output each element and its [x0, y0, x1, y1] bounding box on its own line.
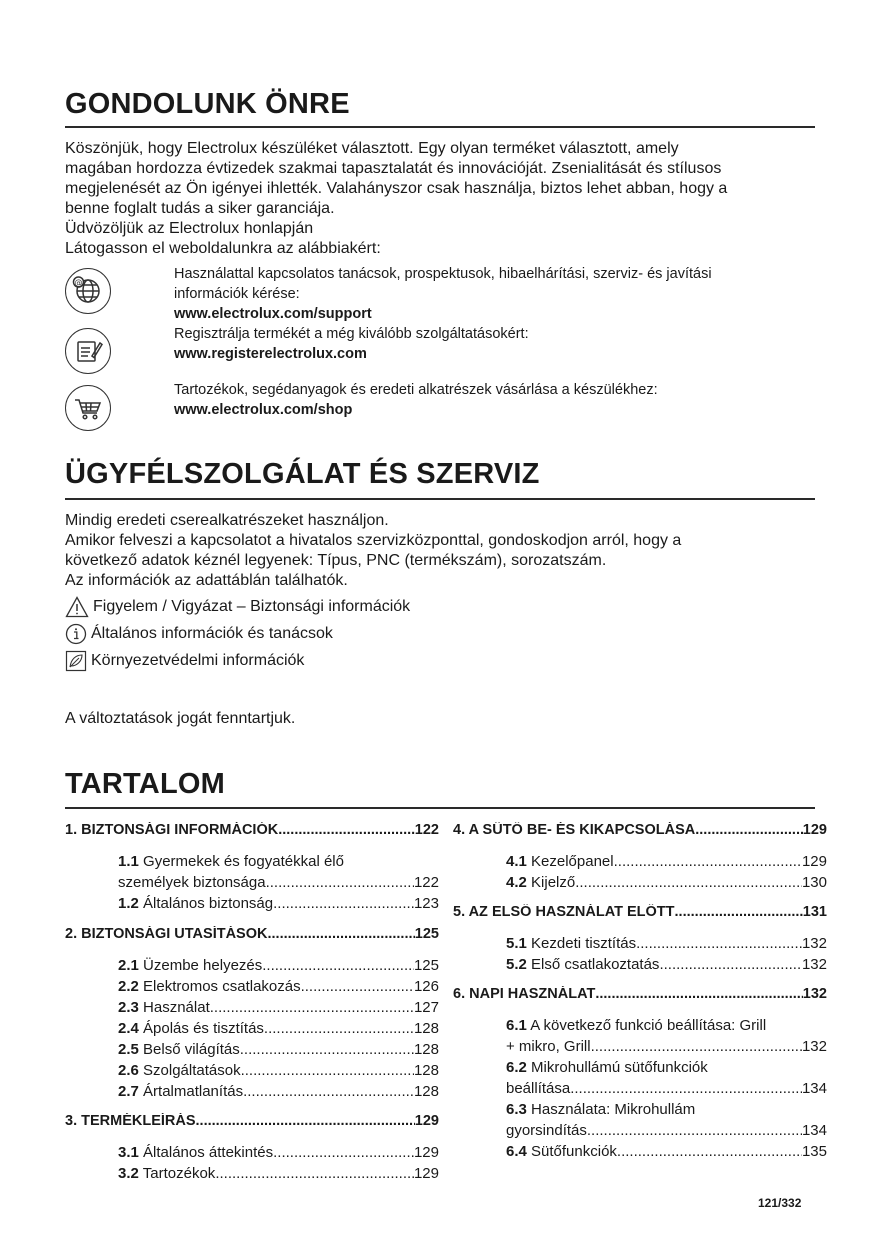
toc-entry-1-1[interactable]	[118, 851, 439, 872]
toc-entry-2-6[interactable]	[118, 1060, 439, 1081]
legend-warning-text: Figyelem / Vigyázat – Biztonsági információk	[93, 598, 411, 615]
toc-chapter-page: 122	[414, 822, 439, 838]
toc-entry-page: 127	[413, 999, 439, 1016]
toc-entry-num: 5.2	[506, 956, 527, 973]
toc-entry-label: Kezdeti tisztítás	[531, 935, 637, 952]
toc-entry-num: 1.2	[118, 895, 139, 912]
service-paragraph	[65, 511, 815, 591]
toc-entry-page: 135	[801, 1143, 827, 1160]
toc-entry-2-7[interactable]	[118, 1081, 439, 1102]
link-description: információk kérése:	[174, 286, 300, 302]
toc-entry-page: 128	[413, 1062, 439, 1079]
toc-entry-page: 128	[413, 1020, 439, 1037]
toc-entry-2-1[interactable]	[118, 955, 439, 976]
toc-entry-6-1[interactable]	[506, 1015, 827, 1036]
service-line: Mindig eredeti cserealkatrészeket használjon.	[65, 512, 389, 529]
toc-entry-label: Használat	[143, 999, 210, 1016]
toc-entry-label: Általános biztonság	[143, 895, 274, 912]
section-title-gondolunk: GONDOLUNK ÖNRE	[65, 88, 350, 120]
support-url-link[interactable]: www.electrolux.com/support	[174, 306, 372, 322]
toc-sub-block	[506, 851, 827, 893]
intro-line: megjelenését az Ön igényei ihlették. Valahányszor csak használja, biztos lehet abban, hogy a	[65, 180, 728, 197]
toc-entry-label: Használata: Mikrohullám	[531, 1101, 696, 1118]
toc-entry-label: Gyermekek és fogyatékkal élő	[143, 853, 344, 870]
toc-entry-page: 128	[413, 1041, 439, 1058]
toc-chapter-label: 4. A SÜTŐ BE- ÉS KIKAPCSOLÁSA	[453, 822, 696, 838]
toc-entry-num: 1.1	[118, 853, 139, 870]
toc-chapter-1[interactable]	[65, 822, 439, 838]
notice-paragraph	[65, 709, 815, 729]
toc-entry-label: Első csatlakoztatás	[531, 956, 660, 973]
toc-chapter-5[interactable]	[453, 904, 827, 920]
toc-entry-num: 2.3	[118, 999, 139, 1016]
toc-title: TARTALOM	[65, 768, 225, 800]
toc-entry-4-1[interactable]	[506, 851, 827, 872]
toc-entry-label: Ártalmatlanítás	[143, 1083, 244, 1100]
toc-entry-1-1-cont[interactable]	[118, 872, 439, 893]
intro-line: Látogasson el weboldalunkra az alábbiakért:	[65, 240, 381, 257]
toc-entry-page: 134	[801, 1122, 827, 1139]
toc-entry-label: Tartozékok	[142, 1165, 216, 1182]
toc-entry-num: 2.2	[118, 978, 139, 995]
toc-entry-2-3[interactable]	[118, 997, 439, 1018]
legend-info	[65, 623, 333, 645]
notice-text: A változtatások jogát fenntartjuk.	[65, 710, 296, 727]
toc-entry-label: Szolgáltatások	[143, 1062, 241, 1079]
service-line: Amikor felveszi a kapcsolatot a hivatalos szervizközponttal, gondoskodjon arról, hogy a	[65, 532, 682, 549]
toc-sub-block	[118, 955, 439, 1102]
environment-leaf-icon	[65, 650, 87, 672]
svg-text:@: @	[74, 278, 83, 287]
toc-entry-6-3[interactable]	[506, 1099, 827, 1120]
toc-entry-num: 3.2	[118, 1165, 139, 1182]
intro-line: benne foglalt tudás a siker garanciája.	[65, 200, 335, 217]
toc-entry-label: Ápolás és tisztítás	[143, 1020, 264, 1037]
intro-paragraph	[65, 139, 815, 259]
intro-line: Üdvözöljük az Electrolux honlapján	[65, 220, 314, 237]
link-description: Használattal kapcsolatos tanácsok, prospektusok, hibaelhárítási, szerviz- és javítási	[174, 266, 712, 282]
toc-entry-label: személyek biztonsága	[118, 874, 266, 891]
toc-entry-page: 132	[801, 935, 827, 952]
toc-chapter-4[interactable]	[453, 822, 827, 838]
toc-entry-page: 129	[801, 853, 827, 870]
toc-entry-page: 134	[801, 1080, 827, 1097]
toc-entry-num: 5.1	[506, 935, 527, 952]
toc-entry-6-3-cont[interactable]	[506, 1120, 827, 1141]
toc-entry-page: 125	[413, 957, 439, 974]
toc-entry-num: 2.4	[118, 1020, 139, 1037]
toc-chapter-label: 3. TERMÉKLEÍRÁS	[65, 1113, 196, 1129]
toc-entry-2-2[interactable]	[118, 976, 439, 997]
toc-entry-page: 130	[801, 874, 827, 891]
title-rule	[65, 126, 815, 128]
toc-sub-block	[118, 851, 439, 914]
toc-entry-num: 6.3	[506, 1101, 527, 1118]
toc-entry-num: 3.1	[118, 1144, 139, 1161]
toc-entry-3-2[interactable]	[118, 1163, 439, 1184]
toc-entry-page: 128	[413, 1083, 439, 1100]
toc-entry-page: 126	[413, 978, 439, 995]
link-description: Tartozékok, segédanyagok és eredeti alkatrészek vásárlása a készülékhez:	[174, 382, 658, 398]
shop-link-block	[174, 380, 814, 420]
link-description: Regisztrálja termékét a még kiválóbb szolgáltatásokért:	[174, 326, 529, 342]
toc-entry-page: 129	[413, 1165, 439, 1182]
toc-sub-block	[118, 1142, 439, 1184]
toc-chapter-label: 5. AZ ELSŐ HASZNÁLAT ELŐTT	[453, 904, 675, 920]
toc-entry-label: gyorsindítás	[506, 1122, 587, 1139]
toc-entry-4-2[interactable]	[506, 872, 827, 893]
toc-entry-label: Üzembe helyezés	[143, 957, 263, 974]
toc-entry-num: 6.1	[506, 1017, 527, 1034]
toc-entry-label: + mikro, Grill	[506, 1038, 591, 1055]
toc-chapter-page: 129	[414, 1113, 439, 1129]
section-title-ugyfelszolgalat: ÜGYFÉLSZOLGÁLAT ÉS SZERVIZ	[65, 458, 540, 490]
title-rule	[65, 807, 815, 809]
shop-url-link[interactable]: www.electrolux.com/shop	[174, 402, 353, 418]
register-url-link[interactable]: www.registerelectrolux.com	[174, 346, 367, 362]
toc-entry-6-4[interactable]	[506, 1141, 827, 1162]
toc-entry-num: 6.2	[506, 1059, 527, 1076]
toc-entry-2-5[interactable]	[118, 1039, 439, 1060]
toc-entry-num: 2.5	[118, 1041, 139, 1058]
register-pen-icon	[65, 328, 111, 374]
toc-entry-num: 2.7	[118, 1083, 139, 1100]
legend-environment	[65, 650, 304, 672]
legend-info-text: Általános információk és tanácsok	[91, 625, 333, 642]
toc-chapter-label: 2. BIZTONSÁGI UTASÍTÁSOK	[65, 926, 268, 942]
toc-chapter-page: 132	[802, 986, 827, 1002]
toc-entry-num: 4.2	[506, 874, 527, 891]
toc-entry-5-2[interactable]	[506, 954, 827, 975]
info-circle-icon	[65, 623, 87, 645]
toc-entry-label: Sütőfunkciók	[531, 1143, 617, 1160]
globe-at-icon	[65, 268, 111, 314]
toc-entry-page: 123	[413, 895, 439, 912]
intro-line: Köszönjük, hogy Electrolux készüléket választott. Egy olyan terméket választott, amely	[65, 140, 679, 157]
toc-entry-num: 4.1	[506, 853, 527, 870]
toc-entry-num: 2.1	[118, 957, 139, 974]
toc-entry-label: Elektromos csatlakozás	[143, 978, 301, 995]
toc-entry-page: 122	[413, 874, 439, 891]
toc-chapter-page: 131	[802, 904, 827, 920]
toc-entry-num: 6.4	[506, 1143, 527, 1160]
toc-sub-block	[506, 933, 827, 975]
toc-entry-6-2-cont[interactable]	[506, 1078, 827, 1099]
toc-entry-label: Kijelző	[531, 874, 576, 891]
toc-entry-page: 132	[801, 956, 827, 973]
toc-entry-label: Kezelőpanel	[531, 853, 614, 870]
toc-entry-1-2[interactable]	[118, 893, 439, 914]
toc-entry-6-1-cont[interactable]	[506, 1036, 827, 1057]
toc-sub-block	[506, 1015, 827, 1162]
toc-entry-page: 132	[801, 1038, 827, 1055]
toc-entry-6-2[interactable]	[506, 1057, 827, 1078]
toc-chapter-2[interactable]	[65, 926, 439, 942]
service-line: Az információk az adattáblán találhatók.	[65, 572, 348, 589]
toc-entry-label: beállítása	[506, 1080, 571, 1097]
title-rule	[65, 498, 815, 500]
toc-entry-page: 129	[413, 1144, 439, 1161]
warning-triangle-icon	[65, 596, 89, 618]
toc-chapter-label: 1. BIZTONSÁGI INFORMÁCIÓK	[65, 822, 279, 838]
support-link-block	[174, 264, 814, 364]
toc-entry-num: 2.6	[118, 1062, 139, 1079]
toc-entry-label: Általános áttekintés	[143, 1144, 274, 1161]
toc-chapter-page: 125	[414, 926, 439, 942]
toc-chapter-6[interactable]	[453, 986, 827, 1002]
toc-entry-label: A következő funkció beállítása: Grill	[530, 1017, 767, 1034]
toc-chapter-3[interactable]	[65, 1113, 439, 1129]
intro-line: magában hordozza évtizedek szakmai tapasztalatát és innovációját. Zsenialitását és stílusos	[65, 160, 722, 177]
toc-entry-2-4[interactable]	[118, 1018, 439, 1039]
toc-entry-label: Belső világítás	[143, 1041, 240, 1058]
legend-warning	[65, 596, 410, 618]
toc-entry-3-1[interactable]	[118, 1142, 439, 1163]
shopping-cart-icon	[65, 385, 111, 431]
toc-chapter-page: 129	[802, 822, 827, 838]
toc-chapter-label: 6. NAPI HASZNÁLAT	[453, 986, 596, 1002]
toc-entry-5-1[interactable]	[506, 933, 827, 954]
page-number: 121/332	[758, 1196, 802, 1210]
legend-environment-text: Környezetvédelmi információk	[91, 652, 305, 669]
toc-entry-label: Mikrohullámú sütőfunkciók	[531, 1059, 708, 1076]
service-line: következő adatok kéznél legyenek: Típus, PNC (termékszám), sorozatszám.	[65, 552, 607, 569]
